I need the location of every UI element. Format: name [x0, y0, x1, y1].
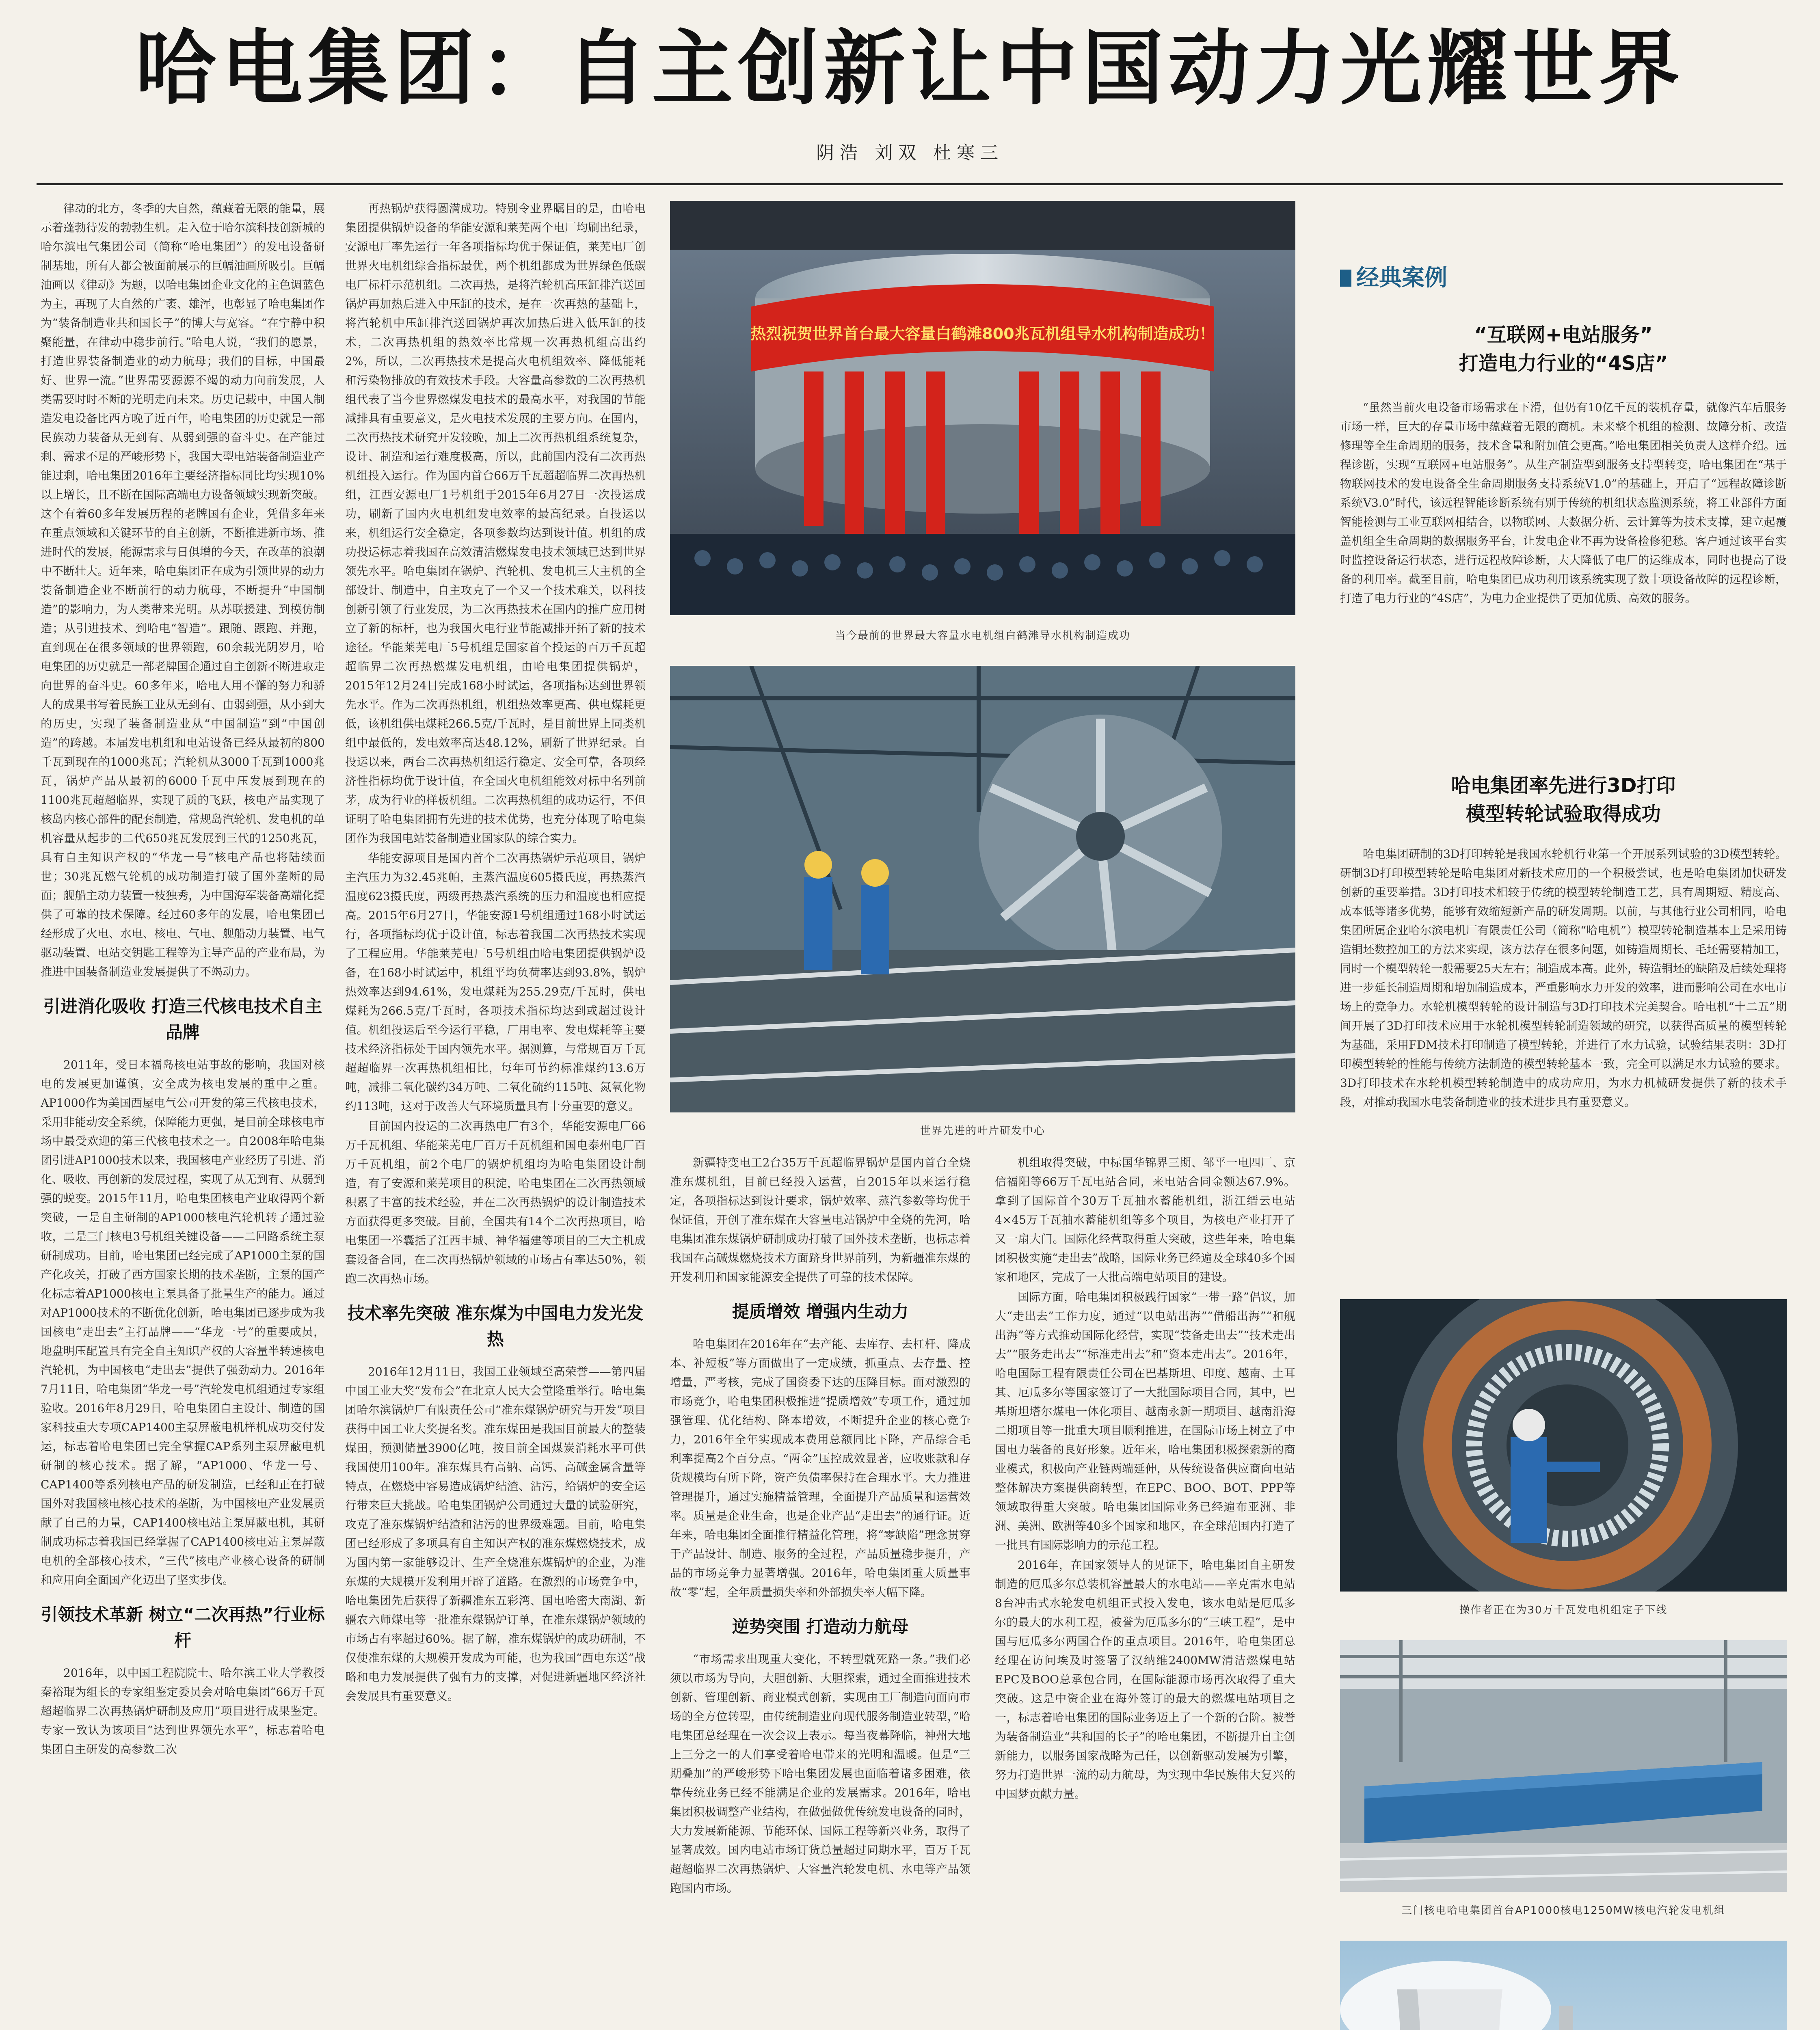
column-2-text-d: 2016年12月11日，我国工业领域至高荣誉——第四届中国工业大奖“发布会”在北京人民大会堂隆重举行。哈电集团哈尔滨锅炉厂有限责任公司“准东煤锅炉研究与开发”项目获得中国工业大奖提名奖。准东煤田是我国目前最大的整装煤田，预测储量3900亿吨，按目前全国煤炭消耗水平可供我国使用100年。准东煤具有高钠、高钙、高碱金属含量等特点，在燃烧中容易造成锅炉结渣、沾污，给锅炉的安全运行带来巨大挑战。哈电集团锅炉公司通过大量的试验研究，攻克了准东煤锅炉结渣和沾污的世界级难题。目前，哈电集团已经形成了多项具有自主知识产权的准东煤燃烧技术，成为国内第一家能够设计、生产全烧准东煤锅炉的企业，为准东煤的大规模开发利用开辟了道路。在激烈的市场竞争中，哈电集团先后获得了新疆准东五彩湾、国电哈密大南湖、新疆农六师煤电等一批准东煤锅炉订单，在准东煤锅炉领域的市场占有率超过60%。据了解，准东煤锅炉的成功研制，不仅使准东煤的大规模开发成为可能，也为我国“西电东送”战略和电力发展提供了强有力的支撑，对促进新疆地区经济社会发展具有重要意义。: [345, 1365, 646, 1703]
guide-mechanism-image: [670, 201, 1295, 615]
power-plant-image: [1340, 1941, 1787, 2030]
photo-caption-3: 操作者正在为30万千瓦发电机组定子下线: [1459, 1604, 1668, 1616]
column-2-text-b: 华能安源项目是国内首个二次再热锅炉示范项目，锅炉主汽压力为32.45兆帕，主蒸汽温度605摄氏度，再热蒸汽温度623摄氏度，两级再热蒸汽系统的压力和温度也相应提高。2015年6月27日，华能安源1号机组通过168小时试运行，各项指标均优于设计值，标志着我国二次再热技术实现了工程应用。华能莱芜电厂5号机组由哈电集团提供锅炉设备，在168小时试运中，机组平均负荷率达到93.8%，锅炉热效率达到94.61%，发电煤耗为255.29克/千瓦时，供电煤耗为266.5克/千瓦时，各项技术指标均达到或超过设计值。机组投运后至今运行平稳，厂用电率、发电煤耗等主要技术经济指标处于国内领先水平。据测算，与常规百万千瓦超超临界一次再热机组相比，每年可节约标准煤约13.6万吨，减排二氧化碳约34万吨、二氧化硫约115吨、氮氧化物约113吨，这对于改善大气环境质量具有十分重要的意义。: [345, 851, 646, 1113]
column-3: [670, 1153, 971, 2030]
turbine-hall-image: [1340, 1640, 1787, 1892]
column-3-text-c: “市场需求出现重大变化，不转型就死路一条。”我们必须以市场为导向，大胆创新、大胆探索，通过全面推进技术创新、管理创新、商业模式创新，实现由工厂制造向面向市场的全方位转型，由传统制造业向现代服务制造业转型，”哈电集团总经理在一次会议上表示。每当夜幕降临，神州大地上三分之一的人们享受着哈电带来的光明和温暖。但是“三期叠加”的严峻形势下哈电集团发展也面临着诸多困难，依靠传统业务已经不能满足企业的发展需求。2016年，哈电集团积极调整产业结构，在做强做优传统发电设备的同时，大力发展新能源、节能环保、国际工程等新兴业务，取得了显著成效。国内电站市场订货总量超过同期水平，百万千瓦超超临界二次再热锅炉、大容量汽轮发电机、水电等产品领跑国内市场。: [670, 1652, 971, 1895]
banner-text: 热烈祝贺世界首台最大容量白鹤滩800兆瓦机组导水机构制造成功！: [750, 325, 1215, 343]
column-4: [995, 1153, 1295, 2030]
case-1-text: “虽然当前火电设备市场需求在下滑，但仍有10亿千瓦的装机存量，就像汽车后服务市场一样，巨大的存量市场中蕴藏着无限的商机。未来整个机组的检测、故障分析、改造修理等全生命周期的服务，技术含量和附加值会更高。”哈电集团相关负责人这样介绍。远程诊断，实现“互联网+电站服务”。从生产制造型到服务支持型转变，哈电集团在“基于物联网技术的发电设备全生命周期服务支持系统V1.0”的基础上，开启了“远程故障诊断系统V3.0”时代，该远程智能诊断系统有别于传统的机组状态监测系统，将工业部件方面智能检测与工业互联网相结合，以物联网、大数据分析、云计算等为技术支撑，建立起覆盖机组全生命周期的数据服务平台，让发电企业不再为设备检修犯愁。客户通过该平台实时监控设备运行状态，进行远程故障诊断，大大降低了电厂的运维成本，同时也提高了设备的利用率。截至目前，哈电集团已成功利用该系统实现了数十项设备故障的远程诊断，打造了电力行业的“4S店”，为电力企业提供了更加优质、高效的服务。: [1340, 401, 1787, 605]
photo-turbine-hall: [1340, 1640, 1787, 1892]
byline: 阴浩 刘双 杜寒三: [816, 143, 1004, 163]
photo-blade-center: [670, 666, 1295, 1112]
section-heading-1: 引进消化吸收 打造三代核电技术自主品牌: [43, 996, 322, 1042]
case-2-text: 哈电集团研制的3D打印转轮是我国水轮机行业第一个开展系列试验的3D模型转轮。研制3D打印模型转轮是哈电集团对新技术应用的一个积极尝试，也是哈电集团加快研发创新的重要举措。3D打印技术相较于传统的模型转轮制造工艺，具有周期短、精度高、成本低等诸多优势，能够有效缩短新产品的研发周期。以前，与其他行业公司相同，哈电集团所属企业哈尔滨电机厂有限责任公司（简称“哈电机”）模型转轮制造基本上是采用铸造铜坯数控加工的方法来实现，该方法存在很多问题，如铸造周期长、毛坯需要精加工，同时一个模型转轮一般需要25天左右；制造成本高。此外，铸造铜坯的缺陷及后续处理将进一步延长制造周期和增加制造成本，严重影响水力开发的效率，进而影响公司在水电市场上的竞争力。水轮机模型转轮的设计制造与3D打印技术完美契合。哈电机“十二五”期间开展了3D打印技术应用于水轮机模型转轮制造领域的研究，以获得高质量的模型转轮为基础，采用FDM技术打印制造了模型转轮，并进行了水力试验，试验结果表明：3D打印模型转轮的性能与传统方法制造的模型转轮基本一致，完全可以满足水力试验的要求。3D打印技术在水轮机模型转轮制造中的成功应用，为水力机械研发提供了新的技术手段，对推动我国水电装备制造业的技术进步具有重要意义。: [1340, 847, 1787, 1109]
photo-stator-winding: [1340, 1299, 1787, 1592]
case-section-tag: 经典案例: [1340, 264, 1447, 292]
top-rule: [37, 183, 1783, 185]
section-heading-3: 技术率先突破 准东煤为中国电力发光发热: [347, 1303, 644, 1349]
case-2-body: [1340, 844, 1787, 1283]
column-3-text-a: 新疆特变电工2台35万千瓦超临界锅炉是国内首台全烧准东煤机组，目前已经投入运营，自2015年以来运行稳定，各项指标达到设计要求，锅炉效率、蒸汽参数等均优于保证值，开创了准东煤在大容量电站锅炉中全烧的先河，哈电集团准东煤锅炉研制成功打破了国外技术垄断，也标志着我国在高碱煤燃烧技术方面跻身世界前列，为新疆准东煤的开发利用和国家能源安全提供了可靠的技术保障。: [670, 1156, 971, 1284]
photo-caption-1: 当今最前的世界最大容量水电机组白鹤滩导水机构制造成功: [834, 630, 1130, 642]
headline: 哈电集团：自主创新让中国动力光耀世界: [135, 22, 1685, 116]
photo-caption-4: 三门核电哈电集团首台AP1000核电1250MW核电汽轮发电机组: [1401, 1905, 1725, 1917]
column-1-text-b: 2011年，受日本福岛核电站事故的影响，我国对核电的发展更加谨慎，安全成为核电发展的重中之重。AP1000作为美国西屋电气公司开发的第三代核电技术，采用非能动安全系统，保障能力更强，是目前全球核电市场中最受欢迎的第三代核电技术之一。自2008年哈电集团引进AP1000技术以来，我国核电产业经历了引进、消化、吸收、再创新的发展过程，实现了从无到有、从弱到强的蜕变。2015年11月，哈电集团核电产业取得两个新突破，一是自主研制的AP1000核电汽轮机转子通过验收，二是三门核电3号机组关键设备——二回路系统主泵研制成功。目前，哈电集团已经完成了AP1000主泵的国产化攻关，打破了西方国家长期的技术垄断，主泵的国产化标志着AP1000核电主泵具备了批量生产的能力。通过对AP1000技术的不断优化创新，哈电集团已逐步成为我国核电“走出去”主打品牌——“华龙一号”的重要成员，地盘明压配置具有完全自主知识产权的大容量半转速核电汽轮机，为中国核电“走出去”提供了强劲动力。2016年7月11日，哈电集团“华龙一号”汽轮发电机组通过专家组验收。2016年8月29日，哈电集团自主设计、制造的国家科技重大专项CAP1400主泵屏蔽电机样机成功交付发运，标志着哈电集团已完全掌握CAP系列主泵屏蔽电机研制的核心技术。据了解，“AP1000、华龙一号、CAP1400等系列核电产品的研发制造，已经和正在打破国外对我国核电核心技术的垄断，为中国核电产业发展贡献了自己的力量，CAP1400核电站主泵屏蔽电机，其研制成功标志着我国已经掌握了CAP1400核电站主泵屏蔽电机的全部核心技术，“三代”核电产业核心设备的研制和应用向全面国产化迈出了坚实步伐。: [41, 1058, 325, 1587]
column-1-text-a: 律动的北方，冬季的大自然，蕴藏着无限的能量，展示着蓬勃待发的勃勃生机。走入位于哈尔滨科技创新城的哈尔滨电气集团公司（简称“哈电集团”）的发电设备研制基地，所有人都会被面前展示的巨幅油画所吸引。巨幅油画以《律动》为题，以哈电集团企业文化的主色调蓝色为主，再现了大自然的广袤、雄浑，也彰显了哈电集团作为“装备制造业共和国长子”的博大与宽容。“在宁静中积聚能量，在律动中稳步前行。”哈电人说，“我们的愿景，打造世界装备制造业的动力航母；我们的目标，中国最好、世界一流。”世界需要源源不竭的动力向前发展，人类需要时时不断的光明走向未来。历史记载中，中国人制造发电设备比西方晚了近百年，哈电集团的历史就是一部民族动力装备从无到有、从弱到强的奋斗史。在产能过剩、需求不足的严峻形势下，我国大型电站装备制造业产能过剩，哈电集团2016年主要经济指标同比均实现10%以上增长，且不断在国际高端电力设备领域实现新突破。这个有着60多年发展历程的老牌国有企业，凭借多年来在重点领域和关键环节的自主创新，不断推进新市场、推进时代的发展，能源需求与日俱增的今天，在改革的浪潮中不断壮大。近年来，哈电集团正在成为引领世界的动力装备制造企业不断前行的动力航母，不断提升“中国制造”的影响力，为人类带来光明。从苏联援建、到模仿制造；从引进技术、到哈电“智造”。跟随、跟跑、并跑，直到现在在很多领域的世界领跑，60余载光阴岁月，哈电集团的历史就是一部老牌国企通过自主创新不断进取走向世界的奋斗史。60多年来，哈电人用不懈的努力和骄人的成果书写着民族工业从无到有、由弱到强，从小到大的历史，实现了装备制造业从“中国制造”到“中国创造”的跨越。本届发电机组和电站设备已经从最初的800千瓦到现在的1000兆瓦；汽轮机从3000千瓦到1000兆瓦，锅炉产品从最初的6000千瓦中压发展到现在的1100兆瓦超超临界，实现了质的飞跃，核电产品实现了核岛内核心部件的配套制造，常规岛汽轮机、发电机的单机容量从起步的二代650兆瓦发展到三代的1250兆瓦，具有自主知识产权的“华龙一号”核电产品也将陆续面世；30兆瓦燃气轮机的成功制造打破了国外垄断的局面；舰船主动力装置一枝独秀，为中国海军装备高端化提供了可靠的技术保障。经过60多年的发展，哈电集团已经形成了火电、水电、核电、气电、舰船动力装置、电气驱动装置、电站交钥匙工程等为主导产品的产业布局，为推进中国装备制造业发展提供了不竭动力。: [41, 202, 325, 978]
column-1-text-c: 2016年，以中国工程院院士、哈尔滨工业大学教授秦裕琨为组长的专家组鉴定委员会对哈电集团“66万千瓦超超临界二次再热锅炉研制及应用”项目进行成果鉴定。专家一致认为该项目“达到世界领先水平”，标志着哈电集团自主研发的高参数二次: [41, 1666, 325, 1756]
section-heading-2: 引领技术革新 树立“二次再热”行业标杆: [41, 1605, 325, 1650]
photo-guide-mechanism: [670, 201, 1295, 615]
column-2-text-c: 目前国内投运的二次再热电厂有3个，华能安源电厂66万千瓦机组、华能莱芜电厂百万千瓦机组和国电泰州电厂百万千瓦机组，前2个电厂的锅炉机组均为哈电集团设计制造，有了安源和莱芜项目的积淀，哈电集团在二次再热领域积累了丰富的技术经验，并在二次再热锅炉的设计制造技术方面获得更多突破。目前，全国共有14个二次再热项目，哈电集团一举囊括了江西丰城、神华福建等项目的三大主机成套设备合同，在二次再热锅炉领域的市场占有率达50%，领跑二次再热市场。: [345, 1119, 646, 1285]
case-2-title: 哈电集团率先进行3D打印 模型转轮试验取得成功: [1451, 774, 1676, 825]
stator-winding-image: [1340, 1299, 1787, 1592]
section-heading-5: 逆势突围 打造动力航母: [732, 1617, 909, 1637]
photo-caption-2: 世界先进的叶片研发中心: [920, 1125, 1045, 1137]
column-3-text-b: 哈电集团在2016年在“去产能、去库存、去杠杆、降成本、补短板”等方面做出了一定成绩，抓重点、去存量、控增量，严考核，完成了国资委下达的压降目标。面对激烈的市场竞争，哈电集团积极推进“提质增效”专项工作，通过加强管理、优化结构、降本增效，不断提升企业的核心竞争力，2016年全年实现成本费用总额同比下降，产品综合毛利率提高2个百分点。“两金”压控成效显著，应收账款和存货规模均有所下降，资产负债率保持在合理水平。大力推进管理提升，通过实施精益管理，全面提升产品质量和运营效率。质量是企业生命，也是企业产品“走出去”的通行证。近年来，哈电集团全面推行精益化管理，将“零缺陷”理念贯穿于产品设计、制造、服务的全过程，产品质量稳步提升，产品的市场竞争力显著增强。2016年，哈电集团重大质量事故“零”起，全年质量损失率和外部损失率大幅下降。: [670, 1337, 971, 1599]
blade-center-image: [670, 666, 1295, 1112]
photo-power-plant: [1340, 1941, 1787, 2030]
column-2: [345, 199, 646, 2030]
case-1-body: [1340, 398, 1787, 755]
section-heading-4: 提质增效 增强内生动力: [732, 1302, 909, 1322]
column-4-text-b: 国际方面，哈电集团积极践行国家“一带一路”倡议，加大“走出去”工作力度，通过“以电站出海”“借船出海”“和舰出海”等方式推动国际化经营，实现“装备走出去”“技术走出去”“服务走出去”“标准走出去”和“资本走出去”。2016年，哈电国际工程有限责任公司在巴基斯坦、印度、越南、土耳其、厄瓜多尔等国家签订了一大批国际项目合同，其中，巴基斯坦塔尔煤电一体化项目、越南永新一期项目、越南沿海二期项目等一批重大项目顺利推进，在国际市场上树立了中国电力装备的良好形象。近年来，哈电集团积极探索新的商业模式，积极向产业链两端延伸，从传统设备供应商向电站整体解决方案提供商转型，在EPC、BOO、BOT、PPP等领域取得重大突破。哈电集团国际业务已经遍布亚洲、非洲、美洲、欧洲等40多个国家和地区，在全球范围内打造了一批具有国际影响力的示范工程。: [995, 1290, 1295, 1552]
case-1-title: “互联网+电站服务” 打造电力行业的“4S店”: [1459, 324, 1668, 375]
column-4-text-a: 机组取得突破，中标国华锦界三期、邹平一电四厂、京信福阳等66万千瓦电站合同，来电站合同金额达67.9%。拿到了国际首个30万千瓦抽水蓄能机组，浙江缙云电站4×45万千瓦抽水蓄能机组等多个项目，为核电产业打开了又一扇大门。国际化经营取得重大突破，这些年来，哈电集团积极实施“走出去”战略，国际业务已经遍及全球40多个国家和地区，完成了一大批高端电站项目的建设。: [995, 1156, 1295, 1284]
column-1: [41, 199, 325, 2030]
column-4-text-c: 2016年，在国家领导人的见证下，哈电集团自主研发制造的厄瓜多尔总装机容量最大的水电站——辛克雷水电站8台冲击式水轮发电机组正式投入发电，该水电站是厄瓜多尔的最大的水利工程，被誉为厄瓜多尔的“三峡工程”，是中国与厄瓜多尔两国合作的重点项目。2016年，哈电集团总经理在访问埃及时签署了汉纳维2400MW清洁燃煤电站EPC及BOO总承包合同，在国际能源市场再次取得了重大突破。这是中资企业在海外签订的最大的燃煤电站项目之一，标志着哈电集团的国际业务迈上了一个新的台阶。被誉为装备制造业“共和国的长子”的哈电集团，不断提升自主创新能力，以服务国家战略为己任，以创新驱动发展为引擎，努力打造世界一流的动力航母，为实现中华民族伟大复兴的中国梦贡献力量。: [995, 1558, 1295, 1801]
column-2-text-a: 再热锅炉获得圆满成功。特别令业界瞩目的是，由哈电集团提供锅炉设备的华能安源和莱芜两个电厂均刷出纪录，安源电厂率先运行一年各项指标均优于保证值，莱芜电厂创世界火电机组综合指标最优，两个机组都成为世界绿色低碳电厂标杆示范机组。二次再热，是将汽轮机高压缸排汽送回锅炉再加热后进入中压缸的技术，是在一次再热的基础上，将汽轮机中压缸排汽送回锅炉再次加热后进入低压缸的技术，二次再热机组的热效率比常规一次再热机组高出约2%，所以，二次再热技术是提高火电机组效率、降低能耗和污染物排放的有效技术手段。大容量高参数的二次再热机组代表了当今世界燃煤发电技术的最高水平，对我国的节能减排具有重要意义，是火电技术发展的主要方向。在国内，二次再热技术研究开发较晚，加上二次再热机组系统复杂，设计、制造和运行难度极高，所以，此前国内没有二次再热机组投入运行。作为国内首台66万千瓦超超临界二次再热机组，江西安源电厂1号机组于2015年6月27日一次投运成功，刷新了国内火电机组发电效率的最高纪录。自投运以来，机组运行安全稳定，各项参数均达到设计值。机组的成功投运标志着我国在高效清洁燃煤发电技术领域已达到世界领先水平。哈电集团在锅炉、汽轮机、发电机三大主机的全部设计、制造中，自主攻克了一个又一个技术难关，以科技创新引领了行业发展，为二次再热技术在国内的推广应用树立了新的标杆，也为我国火电行业节能减排开拓了新的技术途径。华能莱芜电厂5号机组是国家首个投运的百万千瓦超超临界二次再热燃煤发电机组，由哈电集团提供锅炉，2015年12月24日完成168小时试运，各项指标达到世界领先水平。作为二次再热机组，机组热效率更高、供电煤耗更低，该机组供电煤耗266.5克/千瓦时，是目前世界上同类机组中最低的，发电效率高达48.12%，刷新了世界纪录。自投运以来，两台二次再热机组运行稳定、安全可靠，各项经济性指标均优于设计值，在全国火电机组能效对标中名列前茅，成为行业的样板机组。二次再热机组的成功运行，不但证明了哈电集团拥有先进的技术优势，也充分体现了哈电集团作为我国电站装备制造业国家队的综合实力。: [345, 202, 646, 845]
